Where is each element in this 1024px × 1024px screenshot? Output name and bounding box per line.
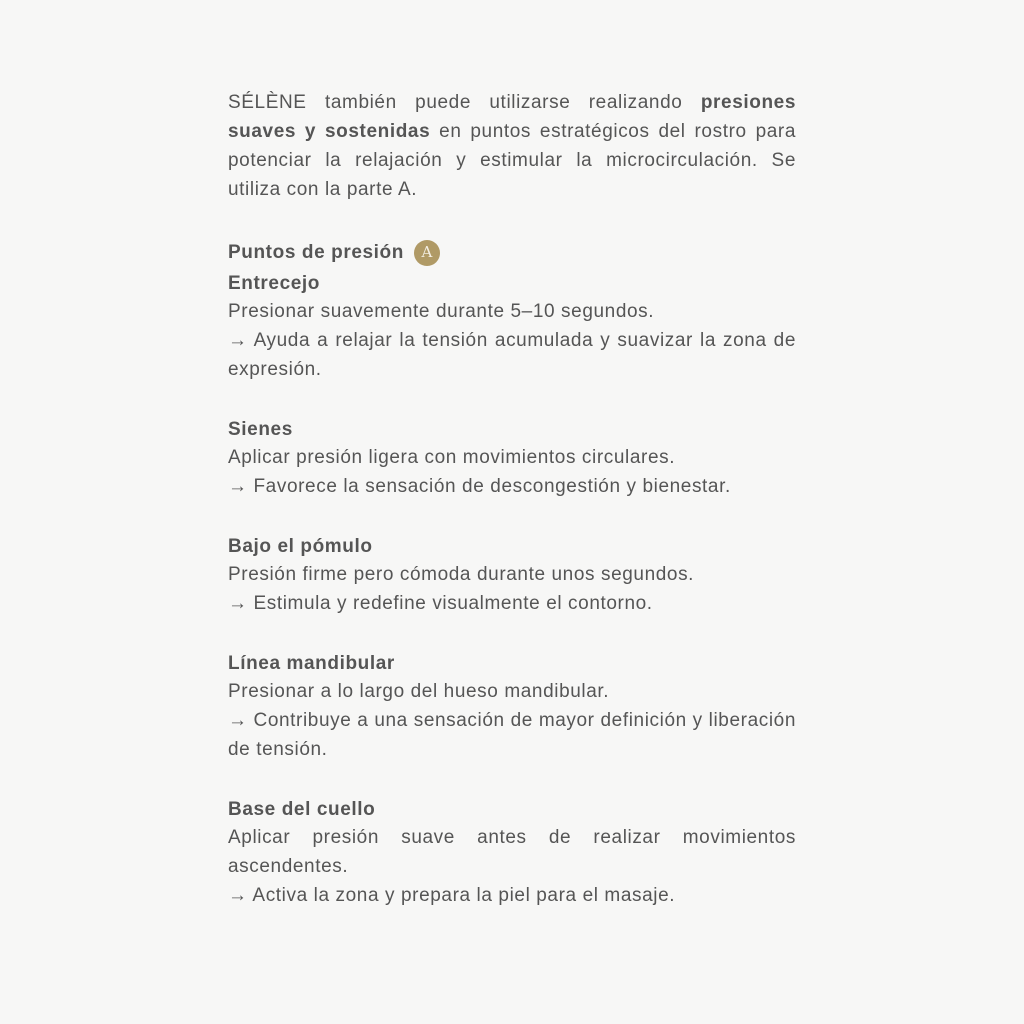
text-column <box>228 88 796 910</box>
pressure-point-instruction: Aplicar presión suave antes de realizar movimientos ascendentes. <box>228 827 796 877</box>
pressure-point-instruction: Presionar a lo largo del hueso mandibular. <box>228 681 610 702</box>
pressure-point-title: Bajo el pómulo <box>228 536 373 557</box>
section-title: Puntos de presión <box>228 242 404 263</box>
pressure-point-benefit: → Activa la zona y prepara la piel para el masaje. <box>228 885 676 906</box>
pressure-point-benefit: → Favorece la sensación de descongestión y bienestar. <box>228 476 731 497</box>
pressure-point-title: Entrecejo <box>228 273 320 294</box>
intro-emphasis: presiones suaves y sostenidas <box>228 92 796 142</box>
pressure-point-benefit: → Estimula y redefine visualmente el contorno. <box>228 593 653 614</box>
pressure-point-linea-mandibular <box>228 650 796 764</box>
intro-paragraph <box>228 88 796 204</box>
pressure-point-title: Sienes <box>228 419 293 440</box>
pressure-point-benefit: → Ayuda a relajar la tensión acumulada y suavizar la zona de expresión. <box>228 330 796 380</box>
pressure-point-title: Línea mandibular <box>228 653 395 674</box>
intro-text-end: en puntos estratégicos del rostro para potenciar la relajación y estimular la microcirculación. Se utiliza con la parte A. <box>228 121 796 200</box>
pressure-point-sienes <box>228 416 796 501</box>
pressure-point-benefit: → Contribuye a una sensación de mayor definición y liberación de tensión. <box>228 710 796 760</box>
pressure-point-title: Base del cuello <box>228 799 376 820</box>
section-heading <box>228 238 796 267</box>
pressure-point-base-cuello <box>228 796 796 910</box>
pressure-point-bajo-pomulo <box>228 533 796 618</box>
pressure-point-instruction: Presionar suavemente durante 5–10 segundos. <box>228 301 655 322</box>
intro-text-start: SÉLÈNE también puede utilizarse realizando <box>228 92 701 113</box>
pressure-point-entrecejo <box>228 270 796 384</box>
pressure-point-instruction: Aplicar presión ligera con movimientos circulares. <box>228 447 676 468</box>
part-a-badge-icon: A <box>414 240 440 266</box>
pressure-point-instruction: Presión firme pero cómoda durante unos segundos. <box>228 564 695 585</box>
